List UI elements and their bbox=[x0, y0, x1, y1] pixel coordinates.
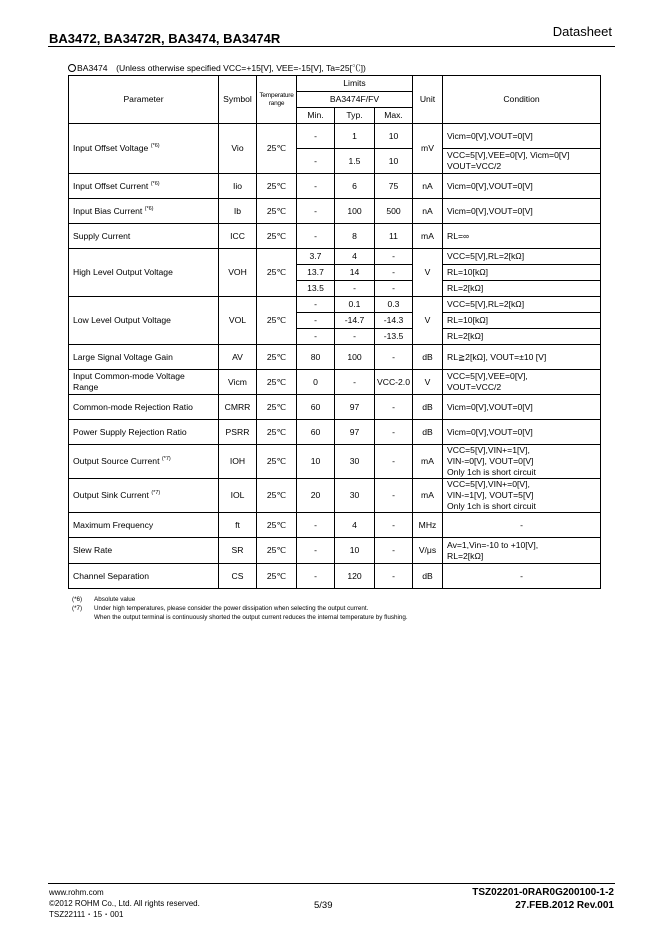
symbol-cell: CS bbox=[219, 564, 257, 589]
condition-cell: RL=10[kΩ] bbox=[443, 265, 601, 281]
footnote-7 bbox=[72, 604, 408, 613]
header-rule bbox=[48, 46, 615, 47]
param-cell bbox=[69, 199, 219, 224]
param-line: Input Common-mode Voltage bbox=[73, 371, 185, 381]
min-cell: 13.5 bbox=[297, 281, 335, 297]
symbol-cell: Vicm bbox=[219, 370, 257, 395]
condition-line: VOUT=VCC/2 bbox=[447, 161, 502, 171]
footer-website-link[interactable]: www.rohm.com bbox=[49, 888, 104, 897]
condition-cell: RL≧2[kΩ], VOUT=±10 [V] bbox=[443, 345, 601, 370]
param-cell bbox=[69, 445, 219, 479]
condition-cell: Vicm=0[V],VOUT=0[V] bbox=[443, 420, 601, 445]
min-cell: 60 bbox=[297, 420, 335, 445]
max-cell: VCC-2.0 bbox=[375, 370, 413, 395]
table-row bbox=[69, 124, 601, 149]
unit-cell: mA bbox=[413, 224, 443, 249]
max-cell: 10 bbox=[375, 124, 413, 149]
footnote-mark: (*6) bbox=[72, 596, 83, 603]
param-cell: Maximum Frequency bbox=[69, 513, 219, 538]
table-row bbox=[69, 199, 601, 224]
typ-cell: 97 bbox=[335, 395, 375, 420]
unit-cell: mA bbox=[413, 479, 443, 513]
table-row bbox=[69, 479, 601, 513]
symbol-cell: Iio bbox=[219, 174, 257, 199]
param-cell: Supply Current bbox=[69, 224, 219, 249]
condition-cell bbox=[443, 538, 601, 564]
table-row bbox=[69, 420, 601, 445]
condition-line: VOUT=VCC/2 bbox=[447, 382, 502, 392]
header-max: Max. bbox=[375, 108, 413, 124]
max-cell: -14.3 bbox=[375, 313, 413, 329]
temp-cell: 25℃ bbox=[257, 479, 297, 513]
min-cell: - bbox=[297, 174, 335, 199]
document-title: BA3472, BA3472R, BA3474, BA3474R bbox=[49, 31, 281, 46]
unit-cell: dB bbox=[413, 345, 443, 370]
unit-cell: nA bbox=[413, 174, 443, 199]
max-cell: 75 bbox=[375, 174, 413, 199]
max-cell: - bbox=[375, 479, 413, 513]
typ-cell: 100 bbox=[335, 345, 375, 370]
condition-cell bbox=[443, 479, 601, 513]
min-cell: - bbox=[297, 313, 335, 329]
max-cell: - bbox=[375, 420, 413, 445]
unit-cell: dB bbox=[413, 564, 443, 589]
unit-cell: dB bbox=[413, 395, 443, 420]
table-row bbox=[69, 395, 601, 420]
min-cell: 60 bbox=[297, 395, 335, 420]
unit-cell: V bbox=[413, 297, 443, 345]
condition-cell: Vicm=0[V],VOUT=0[V] bbox=[443, 199, 601, 224]
unit-cell: mV bbox=[413, 124, 443, 174]
conditions-text: BA3474 (Unless otherwise specified VCC=+15[V], VEE=-15[V], Ta=25[℃]) bbox=[77, 63, 366, 73]
condition-cell: RL=2[kΩ] bbox=[443, 281, 601, 297]
min-cell: 13.7 bbox=[297, 265, 335, 281]
typ-cell: 120 bbox=[335, 564, 375, 589]
typ-cell: - bbox=[335, 370, 375, 395]
param-text: Input Bias Current bbox=[73, 205, 143, 216]
condition-cell bbox=[443, 445, 601, 479]
param-cell bbox=[69, 124, 219, 174]
condition-line: VCC=5[V],VIN+=0[V], bbox=[447, 479, 530, 489]
unit-cell: dB bbox=[413, 420, 443, 445]
condition-line: VCC=5[V],VEE=0[V], Vicm=0[V] bbox=[447, 150, 570, 160]
temp-cell: 25℃ bbox=[257, 249, 297, 297]
date-revision: 27.FEB.2012 Rev.001 bbox=[515, 900, 614, 911]
unit-cell: V/μs bbox=[413, 538, 443, 564]
condition-cell: - bbox=[443, 513, 601, 538]
param-line: Range bbox=[73, 382, 99, 392]
symbol-cell: IOL bbox=[219, 479, 257, 513]
min-cell: - bbox=[297, 297, 335, 313]
typ-cell: 10 bbox=[335, 538, 375, 564]
typ-cell: 97 bbox=[335, 420, 375, 445]
circle-bullet-icon bbox=[68, 64, 76, 72]
symbol-cell: VOL bbox=[219, 297, 257, 345]
condition-cell: RL=10[kΩ] bbox=[443, 313, 601, 329]
typ-cell: 4 bbox=[335, 249, 375, 265]
max-cell: - bbox=[375, 564, 413, 589]
max-cell: - bbox=[375, 513, 413, 538]
param-text: Output Sink Current bbox=[73, 490, 149, 500]
condition-line: VIN-=1[V], VOUT=5[V] bbox=[447, 490, 534, 500]
header-part-number: BA3474F/FV bbox=[297, 92, 413, 108]
header-unit: Unit bbox=[413, 76, 443, 124]
page-number: 5/39 bbox=[314, 900, 333, 911]
table-row bbox=[69, 224, 601, 249]
max-cell: 0.3 bbox=[375, 297, 413, 313]
condition-cell: VCC=5[V],RL=2[kΩ] bbox=[443, 297, 601, 313]
condition-line: Av=1,Vin=-10 to +10[V], bbox=[447, 539, 539, 550]
unit-cell: V bbox=[413, 370, 443, 395]
note-ref: (*6) bbox=[150, 143, 160, 149]
symbol-cell: AV bbox=[219, 345, 257, 370]
typ-cell: 100 bbox=[335, 199, 375, 224]
table-row bbox=[69, 174, 601, 199]
param-cell: Low Level Output Voltage bbox=[69, 297, 219, 345]
condition-line: VIN-=0[V], VOUT=0[V] bbox=[447, 456, 534, 466]
temp-cell: 25℃ bbox=[257, 538, 297, 564]
max-cell: - bbox=[375, 395, 413, 420]
doc-type-label: Datasheet bbox=[552, 24, 612, 39]
footnote-text: Absolute value bbox=[94, 596, 136, 603]
param-cell: Large Signal Voltage Gain bbox=[69, 345, 219, 370]
max-cell: - bbox=[375, 265, 413, 281]
temp-cell: 25℃ bbox=[257, 513, 297, 538]
footer-rule bbox=[48, 883, 615, 884]
typ-cell: 30 bbox=[335, 479, 375, 513]
typ-cell: 14 bbox=[335, 265, 375, 281]
footnote-6 bbox=[72, 595, 408, 604]
note-ref: (*6) bbox=[144, 205, 154, 212]
max-cell: - bbox=[375, 249, 413, 265]
min-cell: - bbox=[297, 224, 335, 249]
condition-line: Only 1ch is short circuit bbox=[447, 467, 536, 477]
max-cell: - bbox=[375, 445, 413, 479]
footer-copyright: ©2012 ROHM Co., Ltd. All rights reserved. bbox=[49, 899, 200, 908]
typ-cell: 30 bbox=[335, 445, 375, 479]
footnotes bbox=[72, 595, 408, 622]
param-cell: Common-mode Rejection Ratio bbox=[69, 395, 219, 420]
footer-right bbox=[472, 886, 614, 912]
note-ref: (*6) bbox=[150, 180, 160, 187]
unit-cell: V bbox=[413, 249, 443, 297]
max-cell: 11 bbox=[375, 224, 413, 249]
header-temperature-range: Temperature range bbox=[257, 76, 297, 124]
param-cell: High Level Output Voltage bbox=[69, 249, 219, 297]
temp-cell: 25℃ bbox=[257, 199, 297, 224]
symbol-cell: PSRR bbox=[219, 420, 257, 445]
table-row bbox=[69, 445, 601, 479]
symbol-cell: IOH bbox=[219, 445, 257, 479]
typ-cell: 1 bbox=[335, 124, 375, 149]
header-limits: Limits bbox=[297, 76, 413, 92]
table-row bbox=[69, 564, 601, 589]
min-cell: - bbox=[297, 329, 335, 345]
temp-cell: 25℃ bbox=[257, 420, 297, 445]
temp-cell: 25℃ bbox=[257, 224, 297, 249]
condition-cell: RL=2[kΩ] bbox=[443, 329, 601, 345]
symbol-cell: VOH bbox=[219, 249, 257, 297]
temp-cell: 25℃ bbox=[257, 174, 297, 199]
condition-cell bbox=[443, 149, 601, 174]
typ-cell: 8 bbox=[335, 224, 375, 249]
symbol-cell: SR bbox=[219, 538, 257, 564]
condition-line: Only 1ch is short circuit bbox=[447, 501, 536, 511]
min-cell: - bbox=[297, 538, 335, 564]
max-cell: - bbox=[375, 281, 413, 297]
max-cell: -13.5 bbox=[375, 329, 413, 345]
typ-cell: 0.1 bbox=[335, 297, 375, 313]
footnote-7-continued: When the output terminal is continuously shorted the output current reduces the internal temperature by flushing. bbox=[94, 614, 408, 621]
unit-cell: MHz bbox=[413, 513, 443, 538]
footnote-text: Under high temperatures, please consider the power dissipation when selecting the output current. bbox=[94, 605, 369, 612]
min-cell: 80 bbox=[297, 345, 335, 370]
unit-cell: nA bbox=[413, 199, 443, 224]
param-cell: Power Supply Rejection Ratio bbox=[69, 420, 219, 445]
conditions-line bbox=[68, 62, 366, 74]
condition-cell: Vicm=0[V],VOUT=0[V] bbox=[443, 174, 601, 199]
condition-line: VCC=5[V],VEE=0[V], bbox=[447, 371, 528, 381]
condition-cell bbox=[443, 370, 601, 395]
param-cell bbox=[69, 174, 219, 199]
note-ref: (*7) bbox=[161, 456, 171, 462]
header-typ: Typ. bbox=[335, 108, 375, 124]
symbol-cell: Vio bbox=[219, 124, 257, 174]
max-cell: 10 bbox=[375, 149, 413, 174]
typ-cell: 4 bbox=[335, 513, 375, 538]
max-cell: - bbox=[375, 538, 413, 564]
condition-cell: RL=∞ bbox=[443, 224, 601, 249]
param-text: Output Source Current bbox=[73, 456, 160, 466]
header-symbol: Symbol bbox=[219, 76, 257, 124]
temp-cell: 25℃ bbox=[257, 124, 297, 174]
temp-cell: 25℃ bbox=[257, 445, 297, 479]
electrical-characteristics-table bbox=[68, 75, 601, 589]
table-row bbox=[69, 249, 601, 265]
symbol-cell: ft bbox=[219, 513, 257, 538]
temp-cell: 25℃ bbox=[257, 345, 297, 370]
temp-cell: 25℃ bbox=[257, 297, 297, 345]
param-cell: Channel Separation bbox=[69, 564, 219, 589]
param-text: Input Offset Current bbox=[73, 180, 149, 191]
typ-cell: - bbox=[335, 281, 375, 297]
max-cell: - bbox=[375, 345, 413, 370]
table-row bbox=[69, 538, 601, 564]
condition-cell: VCC=5[V],RL=2[kΩ] bbox=[443, 249, 601, 265]
footer-left bbox=[49, 887, 200, 920]
temp-cell: 25℃ bbox=[257, 564, 297, 589]
min-cell: 20 bbox=[297, 479, 335, 513]
min-cell: - bbox=[297, 124, 335, 149]
header-condition: Condition bbox=[443, 76, 601, 124]
min-cell: - bbox=[297, 199, 335, 224]
typ-cell: - bbox=[335, 329, 375, 345]
param-cell: Slew Rate bbox=[69, 538, 219, 564]
min-cell: - bbox=[297, 149, 335, 174]
header-min: Min. bbox=[297, 108, 335, 124]
footer-code: TSZ22111・15・001 bbox=[49, 910, 124, 919]
min-cell: - bbox=[297, 564, 335, 589]
symbol-cell: Ib bbox=[219, 199, 257, 224]
table-row bbox=[69, 345, 601, 370]
param-cell bbox=[69, 479, 219, 513]
header-parameter: Parameter bbox=[69, 76, 219, 124]
temp-cell: 25℃ bbox=[257, 370, 297, 395]
min-cell: 3.7 bbox=[297, 249, 335, 265]
typ-cell: 6 bbox=[335, 174, 375, 199]
condition-cell: Vicm=0[V],VOUT=0[V] bbox=[443, 395, 601, 420]
unit-cell: mA bbox=[413, 445, 443, 479]
min-cell: - bbox=[297, 513, 335, 538]
condition-line: VCC=5[V],VIN+=1[V], bbox=[447, 445, 530, 455]
temp-cell: 25℃ bbox=[257, 395, 297, 420]
symbol-cell: ICC bbox=[219, 224, 257, 249]
note-ref: (*7) bbox=[151, 490, 161, 496]
typ-cell: -14.7 bbox=[335, 313, 375, 329]
footnote-mark: (*7) bbox=[72, 605, 83, 612]
condition-line: RL=2[kΩ] bbox=[447, 550, 484, 561]
table-row bbox=[69, 370, 601, 395]
document-number: TSZ02201-0RAR0G200100-1-2 bbox=[472, 887, 614, 898]
symbol-cell: CMRR bbox=[219, 395, 257, 420]
table-row bbox=[69, 513, 601, 538]
max-cell: 500 bbox=[375, 199, 413, 224]
param-text: Input Offset Voltage bbox=[73, 143, 149, 153]
table-row bbox=[69, 297, 601, 313]
typ-cell: 1.5 bbox=[335, 149, 375, 174]
param-cell bbox=[69, 370, 219, 395]
min-cell: 0 bbox=[297, 370, 335, 395]
condition-cell: Vicm=0[V],VOUT=0[V] bbox=[443, 124, 601, 149]
min-cell: 10 bbox=[297, 445, 335, 479]
condition-cell: - bbox=[443, 564, 601, 589]
